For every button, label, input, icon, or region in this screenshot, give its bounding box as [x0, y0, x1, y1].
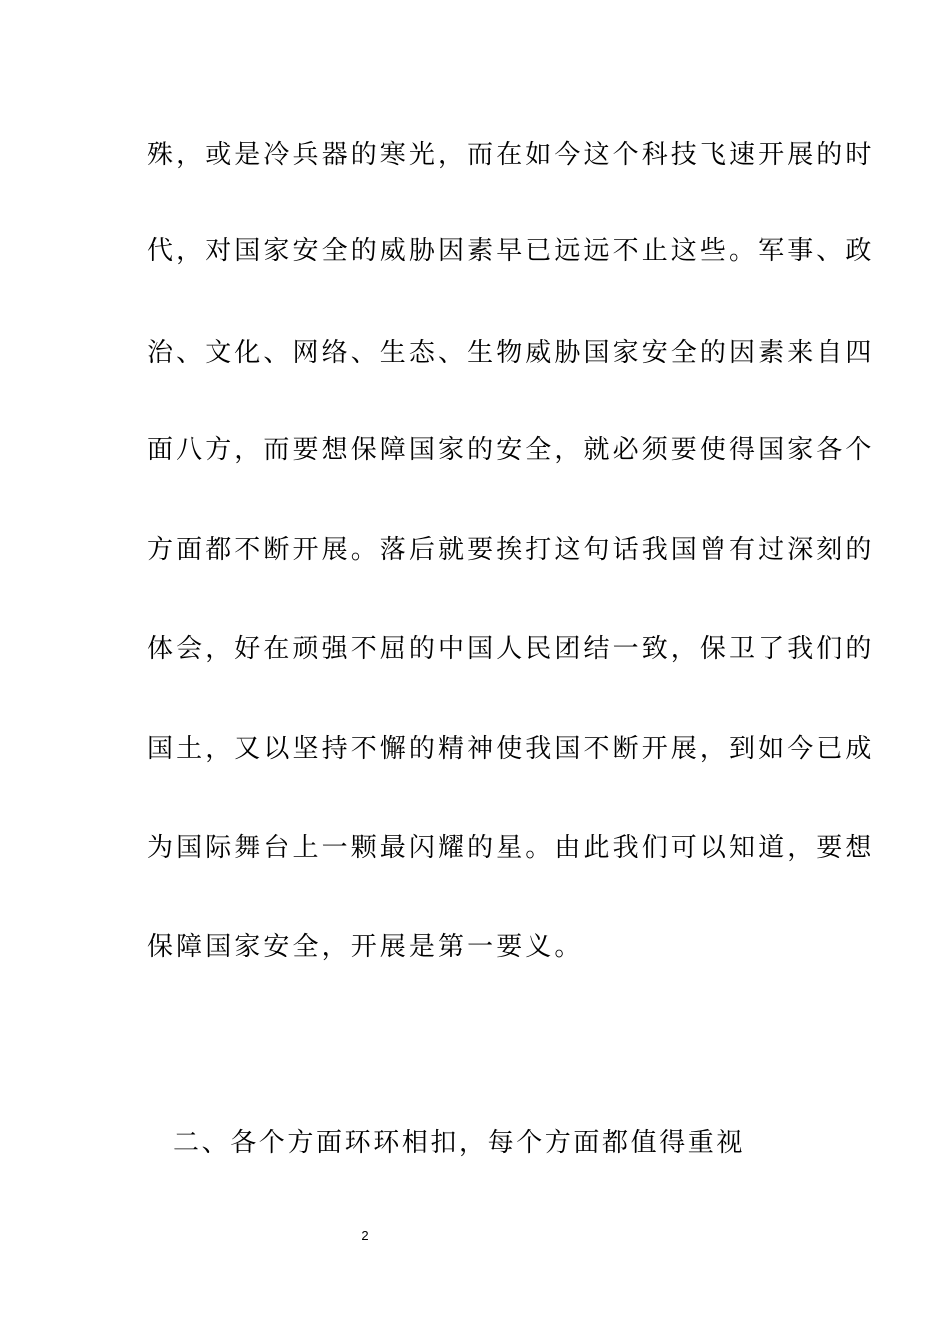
- paragraph-line: 保障国家安全，开展是第一要义。: [147, 932, 584, 962]
- paragraph-line: 代，对国家安全的威胁因素早已远远不止这些。军事、政: [147, 236, 875, 266]
- paragraph-line: 治、文化、网络、生态、生物威胁国家安全的因素来自四: [147, 338, 875, 368]
- paragraph-line: 体会，好在顽强不屈的中国人民团结一致，保卫了我们的: [147, 634, 875, 664]
- paragraph-line: 方面都不断开展。落后就要挨打这句话我国曾有过深刻的: [147, 535, 875, 565]
- paragraph-line: 为国际舞台上一颗最闪耀的星。由此我们可以知道，要想: [147, 833, 875, 863]
- paragraph-line: 国土，又以坚持不懈的精神使我国不断开展，到如今已成: [147, 734, 875, 764]
- paragraph-line: 面八方，而要想保障国家的安全，就必须要使得国家各个: [147, 435, 875, 465]
- paragraph-line: 殊，或是冷兵器的寒光，而在如今这个科技飞速开展的时: [147, 140, 875, 170]
- page-number: 2: [361, 1228, 369, 1243]
- section-heading: 二、各个方面环环相扣，每个方面都值得重视: [173, 1128, 746, 1158]
